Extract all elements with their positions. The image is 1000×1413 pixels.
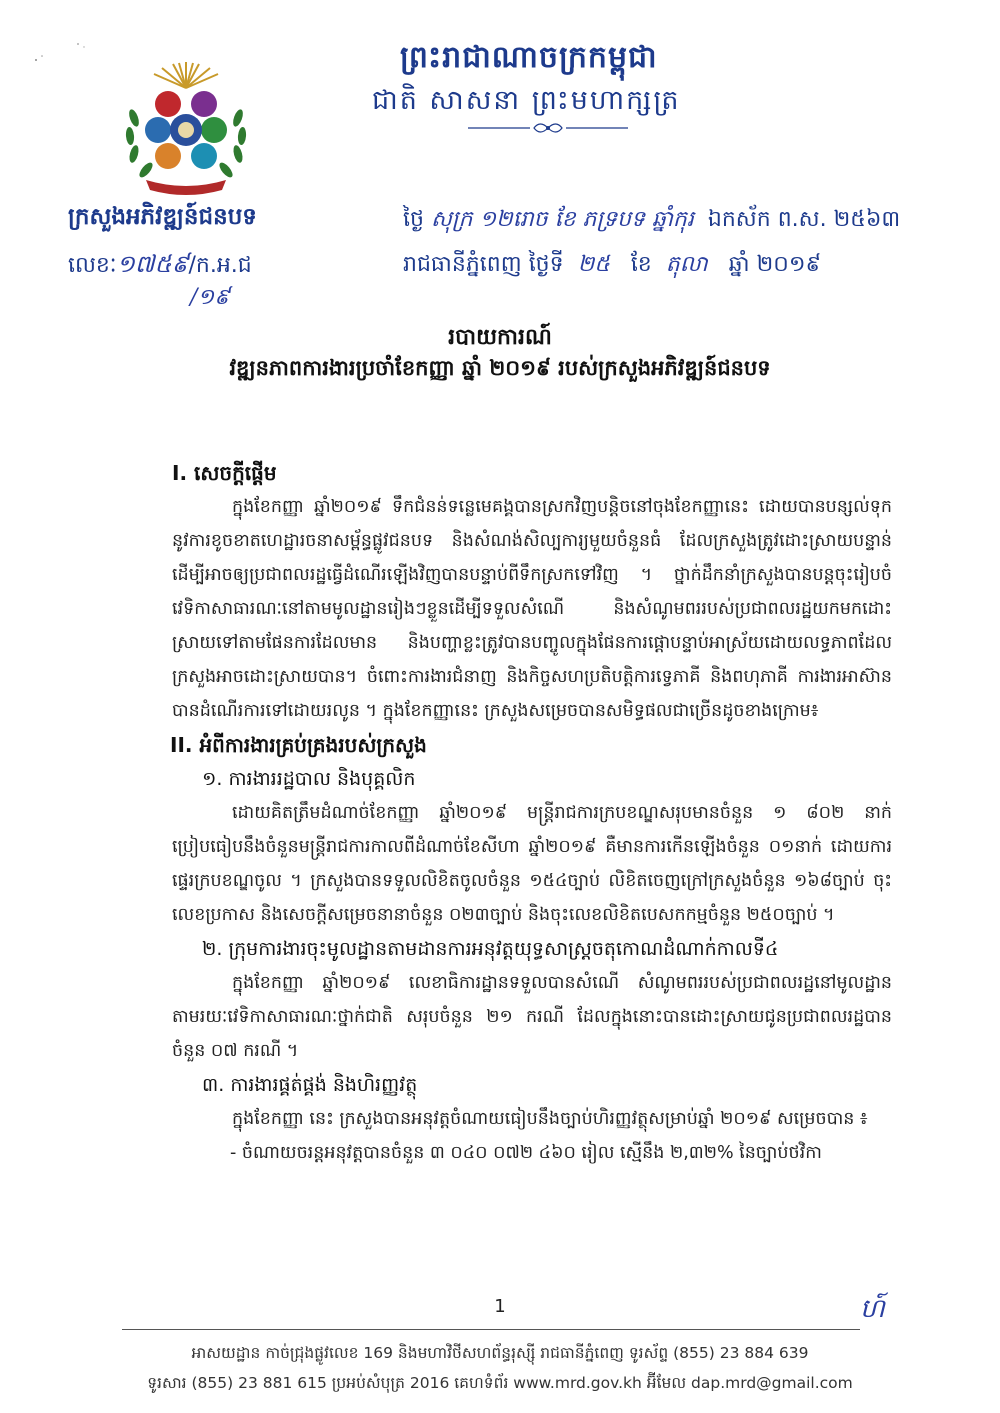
ornament-divider	[468, 118, 628, 138]
national-motto: ជាតិ សាសនា ព្រះមហាក្សត្រ	[372, 85, 681, 116]
lunar-date-line	[403, 205, 900, 237]
scan-speck	[30, 38, 90, 68]
section-1-paragraph: ក្នុងខែកញ្ញា ឆ្នាំ២០១៩ ទឹកជំនន់ទន្លេមេគង្គបានស្រកវិញបន្តិចនៅចុងខែកញ្ញានេះ ដោយបានបន្សល់ទុកនូវការខូចខាតហេដ្ឋារចនាសម្ព័ន្ធផ្លូវជនបទ និងសំណង់សិល្បការ្យមួយចំនួនធំ ដែលក្រសួងត្រូវដោះស្រាយបន្ទាន់ដើម្បីអាចឲ្យប្រជាពលរដ្ឋធ្វើដំណើរឡើងវិញបានបន្ទាប់ពីទឹកស្រកទៅវិញ ។ ថ្នាក់ដឹកនាំក្រសួងបានបន្តចុះរៀបចំវេទិកាសាធារណៈនៅតាមមូលដ្ឋានរៀងៗខ្លួនដើម្បីទទួលសំណើ និងសំណូមពររបស់ប្រជាពលរដ្ឋយកមកដោះស្រាយទៅតាមផែនការដែលមាន និងបញ្ហាខ្លះត្រូវបានបញ្ចូលក្នុងផែនការផ្តោបន្ទាប់អាស្រ័យដោយលទ្ធភាពដែលក្រសួងអាចដោះស្រាយបាន។ ចំពោះការងារជំនាញ និងកិច្ចសហប្រតិបត្តិការទ្វេភាគី និងពហុភាគី ការងារអាស៊ាន បានដំណើរការទៅដោយរលូន ។ ក្នុងខែកញ្ញានេះ ក្រសួងសម្រេចបានសមិទ្ធផលជាច្រើនដូចខាងក្រោម៖	[172, 497, 892, 721]
footer-address: អាសយដ្ឋាន កាច់ជ្រុងផ្លូវលេខ 169 និងមហាវិថីសហព័ន្ធរុស្ស៊ី រាជធានីភ្នំពេញ ទូរស័ព្ទ (855) 23 884 639	[191, 1344, 809, 1362]
month-label: ខែ	[630, 252, 652, 277]
report-title: របាយការណ៍	[448, 325, 552, 350]
kingdom-heading: ព្រះរាជាណាចក្រកម្ពុជា	[400, 40, 658, 75]
subsection-2-1-paragraph: ដោយគិតត្រឹមដំណាច់ខែកញ្ញា ឆ្នាំ២០១៩ មន្រ្តីរាជការក្របខណ្ឌសរុបមានចំនួន ១ ៨០២ នាក់ ប្រៀបធៀបនឹងចំនួនមន្រ្តីរាជការកាលពីដំណាច់ខែសីហា ឆ្នាំ២០១៩ គឺមានការកើនឡើងចំនួន ០១នាក់ ដោយការផ្ទេរក្របខណ្ឌចូល ។ ក្រសួងបានទទួលលិខិតចូលចំនួន ១៥៤ច្បាប់ លិខិតចេញក្រៅក្រសួងចំនួន ១៦៨ច្បាប់ ចុះលេខប្រកាស និងសេចក្តីសម្រេចនានាចំនួន ០២៣ច្បាប់ និងចុះលេខលិខិតបេសកកម្មចំនួន ២៥០ច្បាប់ ។	[172, 803, 892, 925]
subsection-2-2-heading: ២. ក្រុមការងារចុះមូលដ្ឋានតាមដានការអនុវត្តយុទ្ធសាស្រ្តចតុកោណដំណាក់កាលទី៤	[202, 938, 779, 960]
place-label: រាជធានីភ្នំពេញ ថ្ងៃទី	[403, 252, 564, 277]
subsection-2-3-paragraph: ក្នុងខែកញ្ញា នេះ ក្រសួងបានអនុវត្តចំណាយធៀបនឹងច្បាប់ហិរញ្ញវត្ថុសម្រាប់ឆ្នាំ ២០១៩ សម្រេចបាន ៖	[232, 1109, 868, 1129]
footer-divider	[122, 1329, 860, 1330]
subsection-2-3-heading: ៣. ការងារផ្គត់ផ្គង់ និងហិរញ្ញវត្ថុ	[202, 1074, 418, 1096]
report-body	[172, 456, 892, 1170]
month-handwritten: តុលា	[665, 252, 708, 277]
section-2-heading: II. អំពីការងារគ្រប់គ្រងរបស់ក្រសួង	[170, 733, 427, 757]
reference-number	[68, 249, 252, 284]
ref-suffix: /ក.អ.ជ	[188, 253, 252, 278]
day-handwritten: ២៥	[577, 252, 610, 277]
ref-sub-handwritten: /១៩	[190, 285, 230, 310]
date-label: ថ្ងៃ	[403, 207, 424, 232]
ref-number-handwritten: ១៧៥៩	[116, 250, 189, 278]
ref-prefix: លេខៈ	[68, 253, 117, 278]
year-label: ឆ្នាំ ២០១៩	[728, 252, 822, 277]
expenditure-bullet: - ចំណាយចរន្តអនុវត្តបានចំនួន ៣ ០៤០ ០៧២ ៤៦០ រៀល ស្មើនឹង ២,៣២% នៃច្បាប់ថវិកា	[230, 1143, 822, 1163]
section-1-heading: I. សេចក្តីផ្តើម	[172, 461, 277, 485]
report-subtitle: វឌ្ឍនភាពការងារប្រចាំខែកញ្ញា ឆ្នាំ ២០១៩ របស់ក្រសួងអភិវឌ្ឍន៍ជនបទ	[229, 356, 771, 380]
era-text: ឯកស័ក ព.ស. ២៥៦៣	[707, 207, 901, 232]
subsection-2-1-heading: ១. ការងាររដ្ឋបាល និងបុគ្គលិក	[202, 768, 416, 790]
solar-date-line	[403, 250, 821, 282]
handwritten-initial: ហ៍	[860, 1294, 885, 1324]
ministry-name: ក្រសួងអភិវឌ្ឍន៍ជនបទ	[68, 204, 257, 230]
footer-contact: ទូរសារ (855) 23 881 615 ប្រអប់សំបុត្រ 2016 គេហទំព័រ www.mrd.gov.kh អ៊ីមែល dap.mrd@gmail.com	[147, 1374, 853, 1392]
subsection-2-2-paragraph: ក្នុងខែកញ្ញា ឆ្នាំ២០១៩ លេខាធិការដ្ឋានទទួលបានសំណើ សំណូមពររបស់ប្រជាពលរដ្ឋនៅមូលដ្ឋានតាមរយៈវេទិកាសាធារណៈថ្នាក់ជាតិ សរុបចំនួន ២១ ករណី ដែលក្នុងនោះបានដោះស្រាយជូនប្រជាពលរដ្ឋបានចំនួន ០៧ ករណី ។	[172, 973, 892, 1061]
lunar-date-handwritten: សុក្រ ១២រោច ខែ ភទ្របទ ឆ្នាំកុរ	[430, 207, 694, 232]
ministry-emblem-logo	[118, 58, 254, 198]
page-number: 1	[494, 1296, 506, 1317]
